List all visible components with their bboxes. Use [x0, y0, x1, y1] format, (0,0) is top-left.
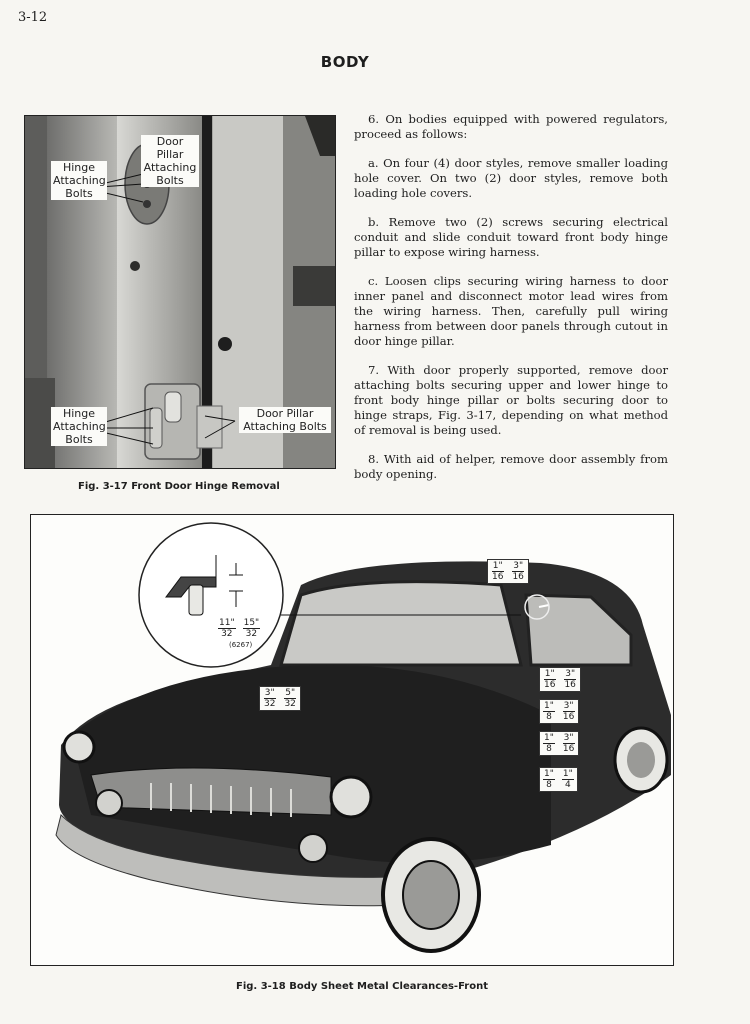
callout-line: Bolts	[65, 433, 93, 446]
clearance-denominator: 16	[512, 572, 524, 582]
clearance-denominator: 32	[284, 699, 296, 709]
clearance-denominator: 32	[264, 699, 276, 709]
instructions-column	[354, 112, 668, 496]
instruction-step-6b: b. Remove two (2) screws securing electrical conduit and slide conduit toward front body hinge pillar to expose wiring harness.	[354, 215, 668, 259]
clearance-denominator: 8	[546, 780, 552, 790]
clearance-numerator: 1"	[562, 769, 573, 779]
clearance-numerator: 5"	[285, 688, 296, 698]
clearance-numerator: 3"	[264, 688, 275, 698]
clearance-label-roof	[487, 559, 529, 584]
callout-line: Attaching	[53, 420, 106, 433]
clearance-numerator: 3"	[563, 701, 574, 711]
car-clearances-photo	[30, 514, 674, 966]
callout-line: Attaching	[143, 161, 197, 174]
page-number: 3-12	[18, 10, 48, 25]
callout-line: Door	[156, 135, 184, 148]
instruction-step-8: 8. With aid of helper, remove door assembly from body opening.	[354, 452, 668, 481]
clearance-denominator: 8	[546, 712, 552, 722]
clearance-denominator: 4	[564, 780, 571, 790]
callout-line: Door Pillar	[256, 407, 314, 420]
instruction-step-7: 7. With door properly supported, remove door attaching bolts securing upper and lower hinge to front body hinge pillar or bolts securing door to hinge straps, Fig. 3-17, depending on what method of removal is being used.	[354, 363, 668, 437]
hinge-attaching-bolts-callout-top	[51, 161, 107, 200]
clearance-denominator: 32	[245, 629, 258, 639]
instruction-step-6c: c. Loosen clips securing wiring harness to door inner panel and disconnect motor lead wires from the wiring harness. Then, carefully pull wiring harness from between door panels through cutout in door hinge pillar.	[354, 274, 668, 348]
callout-line: Hinge	[62, 161, 96, 174]
clearance-numerator: 3"	[563, 733, 574, 743]
callout-line: Bolts	[156, 174, 184, 187]
clearance-denominator: 16	[544, 680, 556, 690]
clearance-denominator: 8	[546, 744, 552, 754]
clearance-denominator: 16	[564, 680, 576, 690]
callout-line: Hinge	[62, 407, 96, 420]
clearance-numerator: 1"	[544, 733, 554, 743]
section-title: BODY	[320, 53, 370, 71]
callout-line: Attaching Bolts	[243, 420, 327, 433]
clearance-label-door-4	[539, 767, 578, 792]
clearance-numerator: 1"	[544, 701, 554, 711]
clearance-numerator: 11"	[219, 618, 235, 628]
clearance-label-door-1	[539, 667, 581, 692]
clearance-label-hood	[259, 686, 301, 711]
callout-line: Bolts	[65, 187, 93, 200]
door-pillar-attaching-bolts-callout-bottom	[239, 407, 331, 433]
figure-17-caption: Fig. 3-17 Front Door Hinge Removal	[78, 481, 280, 492]
hinge-attaching-bolts-callout-bottom	[51, 407, 107, 446]
callout-line: Pillar	[156, 148, 184, 161]
clearance-numerator: 15"	[243, 618, 260, 628]
clearance-numerator: 1"	[544, 669, 555, 679]
clearance-label-door-3	[539, 731, 579, 756]
callout-line: Attaching	[53, 174, 106, 187]
clearance-denominator: 16	[562, 744, 575, 754]
inset-clearance-label	[215, 617, 263, 640]
clearance-denominator: 16	[492, 572, 504, 582]
clearance-numerator: 3"	[513, 561, 524, 571]
instruction-step-6: 6. On bodies equipped with powered regulators, proceed as follows:	[354, 112, 668, 141]
clearance-numerator: 1"	[492, 561, 503, 571]
clearance-numerator: 3"	[565, 669, 576, 679]
instruction-step-6a: a. On four (4) door styles, remove smaller loading hole cover. On two (2) door styles, remove both loading hole covers.	[354, 156, 668, 200]
clearance-label-door-2	[539, 699, 579, 724]
figure-code: (6267)	[229, 641, 253, 649]
clearance-denominator: 16	[562, 712, 575, 722]
clearance-numerator: 1"	[544, 769, 554, 779]
figure-18-caption: Fig. 3-18 Body Sheet Metal Clearances-Front	[236, 981, 488, 992]
clearance-denominator: 32	[221, 629, 233, 639]
door-pillar-attaching-bolts-callout-top	[141, 135, 199, 187]
door-hinge-photo	[24, 115, 336, 469]
